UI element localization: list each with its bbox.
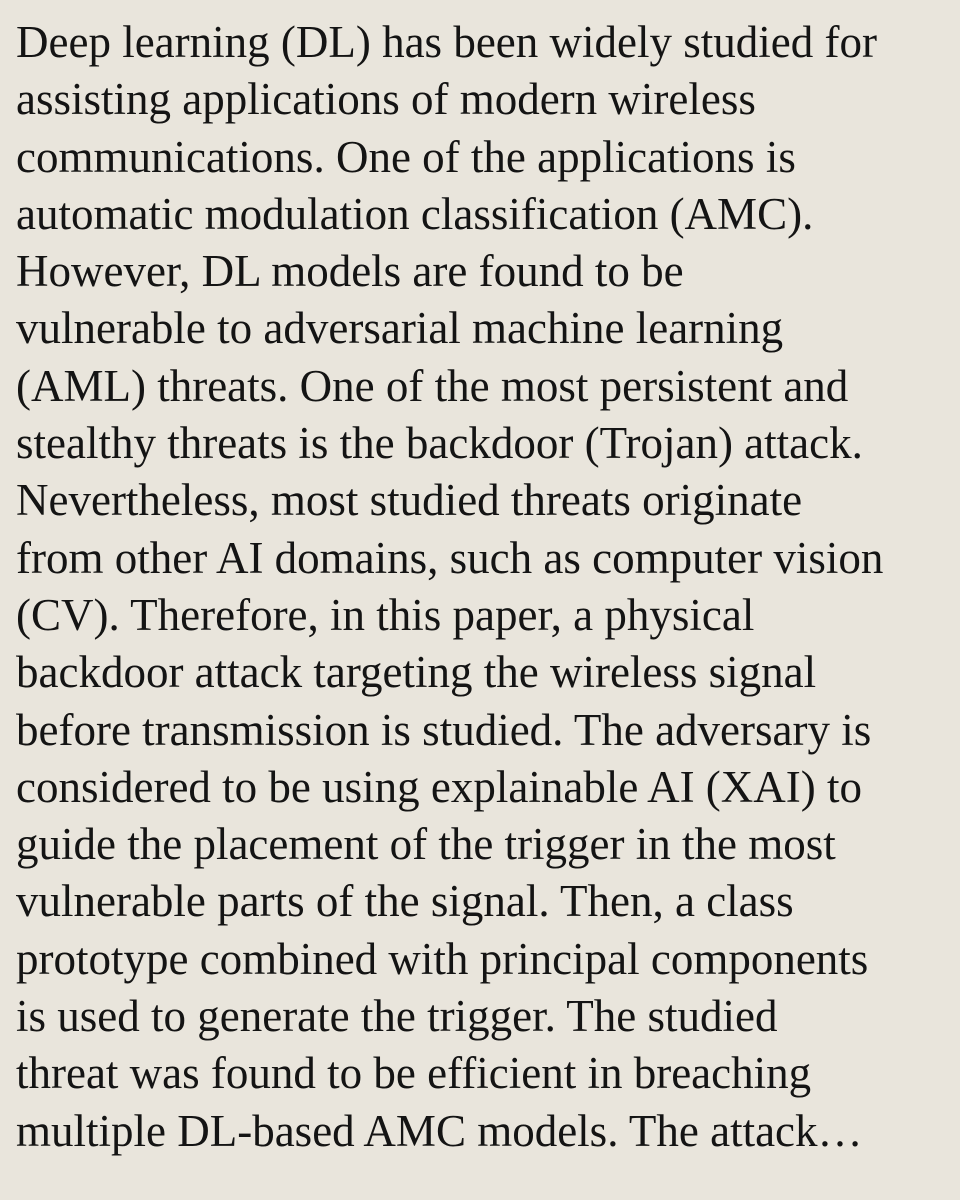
- abstract-line: threat was found to be efficient in breaching: [16, 1048, 812, 1099]
- abstract-line: Nevertheless, most studied threats originate: [16, 475, 803, 526]
- abstract-text: [16, 14, 883, 1160]
- abstract-line: multiple DL-based AMC models. The attack…: [16, 1105, 863, 1156]
- abstract-line: automatic modulation classification (AMC).: [16, 188, 814, 239]
- abstract-line: Deep learning (DL) has been widely studied for: [16, 17, 877, 67]
- abstract-line: However, DL models are found to be: [16, 246, 684, 297]
- abstract-line: (AML) threats. One of the most persistent and: [16, 360, 849, 411]
- abstract-line: stealthy threats is the backdoor (Trojan) attack.: [16, 418, 863, 469]
- abstract-line: prototype combined with principal components: [16, 933, 869, 984]
- abstract-line: vulnerable parts of the signal. Then, a class: [16, 876, 794, 927]
- abstract-line: communications. One of the applications is: [16, 131, 796, 182]
- abstract-line: vulnerable to adversarial machine learning: [16, 303, 784, 354]
- abstract-line: is used to generate the trigger. The studied: [16, 991, 778, 1042]
- abstract-line: assisting applications of modern wireless: [16, 74, 756, 125]
- abstract-line: (CV). Therefore, in this paper, a physical: [16, 589, 755, 640]
- abstract-line: backdoor attack targeting the wireless signal: [16, 647, 817, 698]
- abstract-line: considered to be using explainable AI (XAI) to: [16, 761, 863, 812]
- abstract-line: from other AI domains, such as computer vision: [16, 532, 884, 583]
- abstract-line: guide the placement of the trigger in the most: [16, 819, 836, 870]
- abstract-line: before transmission is studied. The adversary is: [16, 704, 872, 755]
